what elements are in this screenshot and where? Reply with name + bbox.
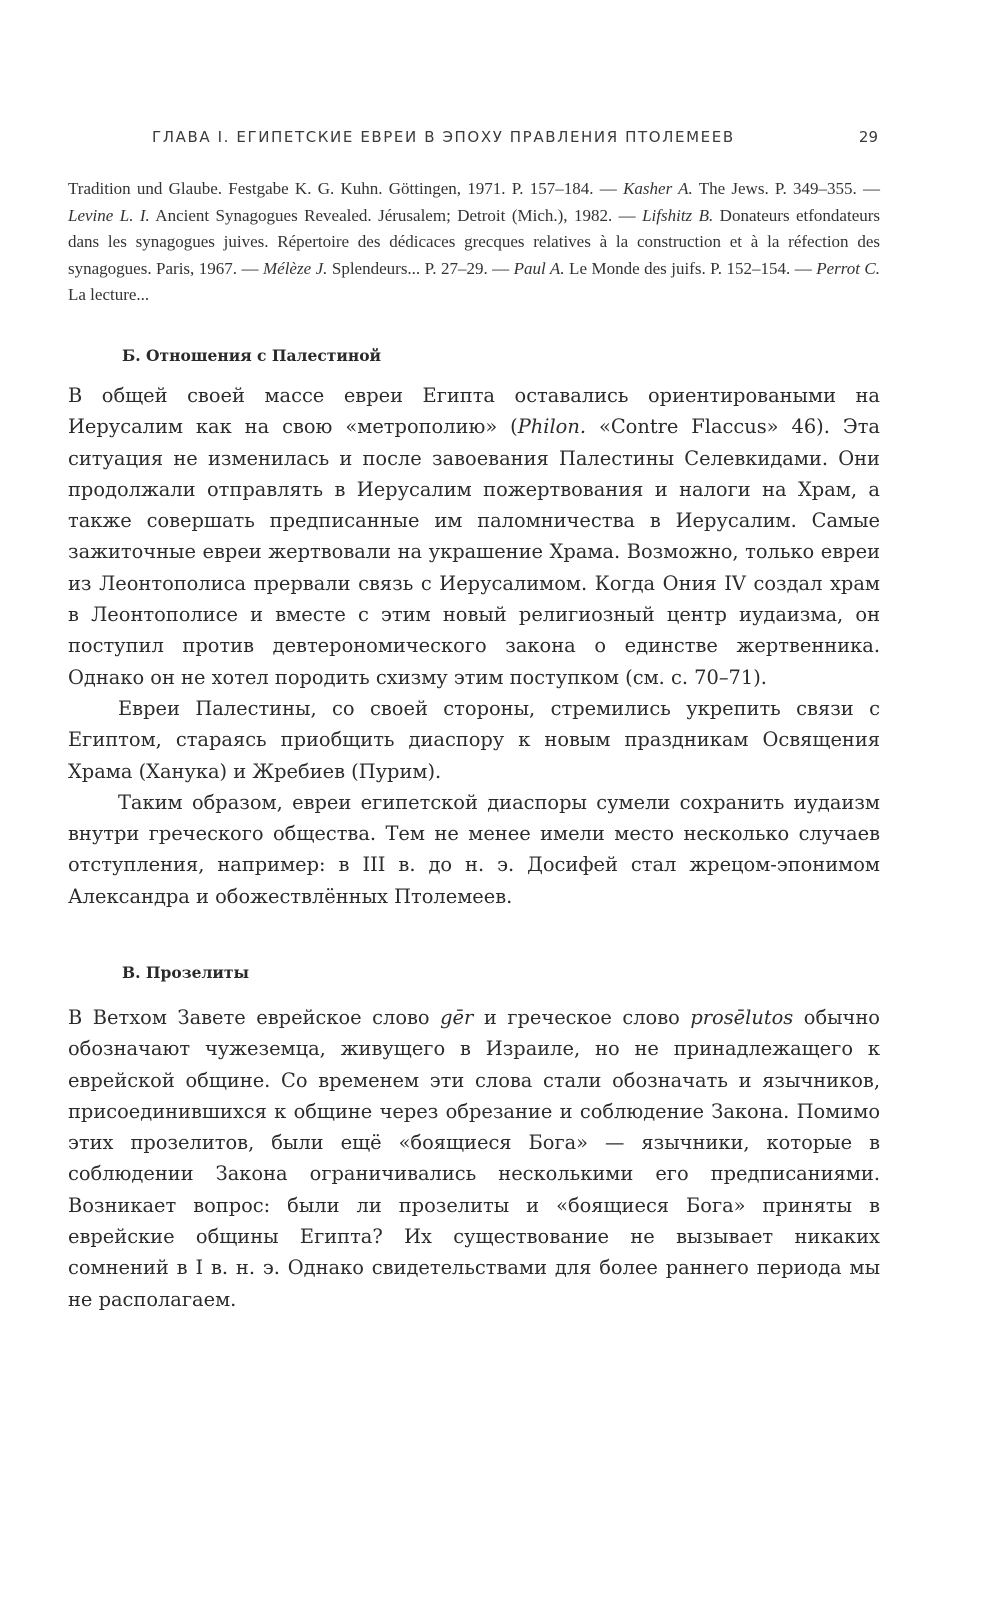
ref-author: Mélèze J. bbox=[262, 258, 328, 278]
page-number: 29 bbox=[858, 128, 878, 146]
ref-author: Lifshitz B. bbox=[642, 205, 714, 225]
paragraph: Таким образом, евреи египетской диаспоры сумели сохранить иудаизм внутри греческого общества. Тем не менее имели место несколько случаев отступления, например: в III в. до н. э. Досифей стал жрецом-эпонимом Александра и обожествлённых Птолемеев. bbox=[68, 790, 880, 908]
ref-author: Paul A. bbox=[513, 258, 565, 278]
term-proselutos: prosēlutos bbox=[690, 1006, 794, 1029]
running-head: ГЛАВА I. ЕГИПЕТСКИЕ ЕВРЕИ В ЭПОХУ ПРАВЛЕНИЯ ПТОЛЕМЕЕВ bbox=[152, 128, 735, 146]
section-heading-b: Б. Отношения с Палестиной bbox=[122, 346, 382, 365]
paragraph: Евреи Палестины, со своей стороны, стремились укрепить связи с Египтом, стараясь приобщить диаспору к новым праздникам Освящения Храма (Ханука) и Жребиев (Пурим). bbox=[68, 696, 880, 783]
ref-text: Ancient Synagogues Revealed. Jérusalem; Detroit (Mich.), 1982. — bbox=[149, 205, 643, 225]
ref-author: Kasher A. bbox=[623, 179, 693, 198]
paragraph bbox=[68, 1002, 880, 1315]
paragraph-text: «Contre Flaccus» 46). Эта ситуация не изменилась и после завоевания Палестины Селевкидами. Они продолжали отправлять в Иерусалим пожертвования и налоги на Храм, а также совершать предписанные им паломничества в Иерусалим. Самые зажиточные евреи жертвовали на украшение Храма. Возможно, только евреи из Леонтополиса прервали связь с Иерусалимом. Когда Ония IV создал храм в Леонтополисе и вместе с этим новый религиозный центр иудаизма, он поступил против девтерономического закона о единстве жертвенника. Однако он не хотел породить схизму этим поступком (см. с. 70–71). bbox=[68, 415, 880, 689]
ref-text: Tradition und Glaube. Festgabe K. G. Kuhn. Göttingen, 1971. P. 157–184. — bbox=[68, 179, 624, 198]
section-heading-v: В. Прозелиты bbox=[122, 963, 250, 982]
paragraph-text: В общей своей массе евреи Египта оставались ориентироваными на Иерусалим как на свою «метрополию» ( bbox=[68, 384, 880, 439]
paragraph bbox=[68, 380, 880, 693]
section-v-body bbox=[68, 1002, 880, 1315]
ref-text: Le Monde des juifs. P. 152–154. — bbox=[564, 258, 817, 278]
ref-text: Splendeurs... P. 27–29. — bbox=[327, 258, 514, 278]
source-citation: Philon. bbox=[517, 415, 586, 439]
ref-text: The Jews. P. 349–355. — bbox=[692, 179, 881, 198]
references-block bbox=[68, 176, 880, 309]
paragraph-text: обычно обозначают чужеземца, живущего в Израиле, но не принадлежащего к еврейской общине. Со временем эти слова стали обозначать и язычников, присоединившихся к общине через обрезание и соблюдение Закона. Помимо этих прозелитов, были ещё «боящиеся Бога» — язычники, которые в соблюдении Закона ограничивались несколькими его предписаниями. Возникает вопрос: были ли прозелиты и «боящиеся Бога» приняты в еврейские общины Египта? Их существование не вызывает никаких сомнений в I в. н. э. Однако свидетельствами для более раннего периода мы не располагаем. bbox=[68, 1006, 880, 1311]
ref-text: Donateurs etfondateurs dans les synagogues juives. Répertoire des dédicaces grecques relatives à la construction et à la réfection des synagogues. Paris, 1967. — bbox=[68, 205, 881, 278]
ref-author: Perrot C. bbox=[816, 258, 881, 278]
ref-author: Levine L. I. bbox=[68, 205, 150, 225]
section-b-body bbox=[68, 380, 880, 912]
ref-text: La lecture... bbox=[68, 285, 150, 304]
term-ger: gēr bbox=[440, 1006, 474, 1029]
paragraph-text: В Ветхом Завете еврейское слово bbox=[68, 1006, 441, 1029]
paragraph-text: и греческое слово bbox=[473, 1006, 691, 1029]
